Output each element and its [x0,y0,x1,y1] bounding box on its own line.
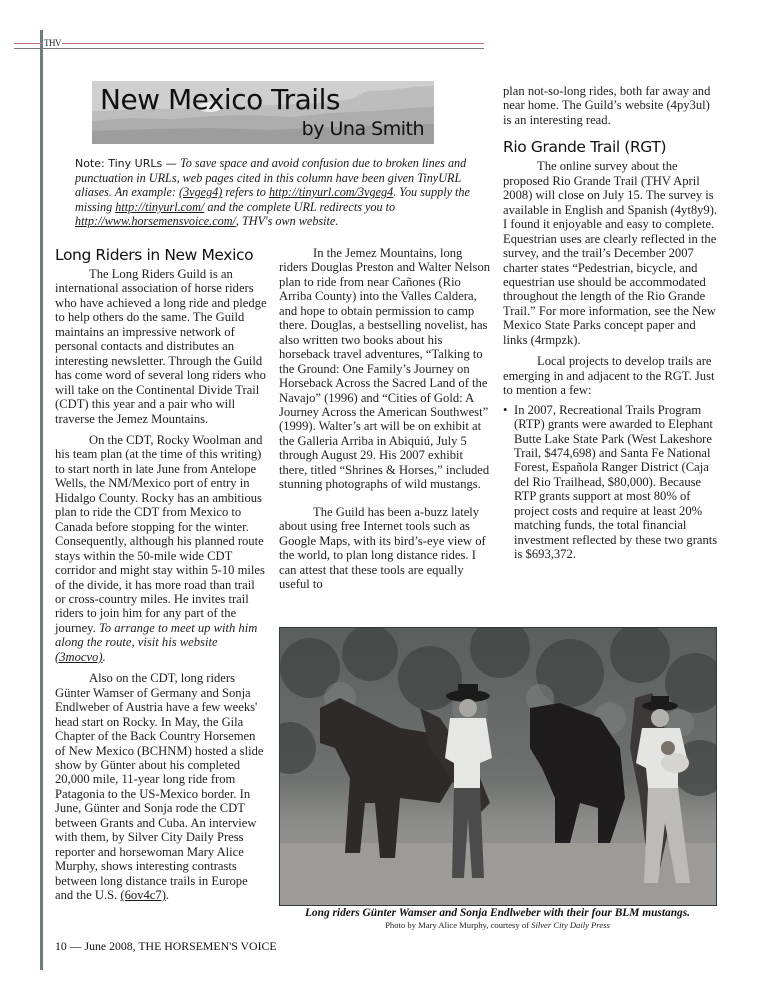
note-text: . You supply the missing [75,185,470,214]
photo-credit [279,920,716,930]
paragraph-italic-text: To arrange to meet up with him along the route, visit his website [55,620,258,650]
note-lead: Note: Tiny URLs — [75,157,177,170]
section-heading-rio-grande-trail: Rio Grande Trail (RGT) [503,138,667,157]
credit-publication: Silver City Daily Press [531,920,610,930]
paragraph-text: On the CDT, Rocky Woolman and his team plan (at the time of this writing) to start north in late June from Antelope Wells, the NM/Mexico port of entry in Hidalgo County. Rocky has an ambitious plan to ride the CDT from Mexico to Canada before stopping for the winter. Consequently, although his planned route stays within the 50-mile wide CDT corridor and might stay within 5-10 miles of the divide, it has more road than trail or cross-country miles. He invites trail riders to join him for any part of the journey. [55,432,265,635]
bullet-icon: • [503,402,508,417]
publication-tag: THV [44,38,61,48]
interview-link-6ov4c7[interactable]: (6ov4c7) [120,888,166,903]
paragraph-text: . [102,649,106,664]
column-title: New Mexico Trails [100,83,340,116]
page-margin-rule [40,30,43,970]
note-text: and the complete URL redirects you to [204,199,396,214]
list-item [503,403,718,562]
section-heading-long-riders: Long Riders in New Mexico [55,246,254,264]
example-url-link[interactable]: http://tinyurl.com/3vgeg4 [268,185,394,200]
article-column-2 [279,246,491,591]
paragraph: The Long Riders Guild is an international association of horse riders who have achieved a long ride and pledge to help others do the same. The Guild maintains an impressive network of personal contacts and distributes an interesting newsletter. Through the Guild has come word of several long riders who will take on the Continental Divide Trail (CDT) this year and a pair who will traverse the Jemez Mountains. [55,267,267,426]
paragraph: plan not-so-long rides, both far away and near home. The Guild’s website (4py3ul) is an interesting read. [503,84,711,127]
header-rule [14,43,484,49]
website-link-3mocvo[interactable]: (3mocvo) [55,649,103,664]
tiny-url-note [75,157,485,230]
example-alias-link[interactable]: (3vgeg4) [179,185,223,200]
paragraph: In the Jemez Mountains, long riders Douglas Preston and Walter Nelson plan to ride from near Cañones (Rio Arriba County) into the Valles Caldera, and hope to obtain permission to camp there. Douglas, a bestselling novelist, has also written two books about his horseback travel adventures, “Talking to the Ground: One Family’s Journey on Horseback Across the Sacred Land of the Navajo” (1996) and “Cities of Gold: A Journey Across the American Southwest” (1999). Walter’s art will be on exhibit at the Galleria Arriba in Abiquiú, July 5 through August 29. His 2007 exhibit there, titled “Shrines & Horses,” included stunning photographs of wild mustangs. [279,246,491,492]
site-url-link[interactable]: http://www.horsemensvoice.com/ [75,214,236,229]
note-text: , THV's own website. [235,214,339,229]
page-footer: 10 — June 2008, THE HORSEMEN'S VOICE [55,939,277,953]
paragraph-text: Also on the CDT, long riders Günter Wamser of Germany and Sonja Endlweber of Austria have a few weeks' head start on Rocky. In May, the Gila Chapter of the Back Country Horsemen of New Mexico (BCHNM) hosted a slide show by Günter about his completed 20,000 mile, 11-year long ride from Patagonia to the US-Mexico border. In June, Günter and Sonja rode the CDT between Grants and Cuba. An interview with them, by Silver City Daily Press reporter and horsewoman Mary Alice Murphy, shows interesting contrasts between long distance trails in Europe and the U.S. [55,671,264,903]
column-banner [92,81,434,144]
note-text: To save space and avoid confusion due to broken lines and punctuation in URLs, web pages cited in this column have been given TinyURL aliases. An example: [75,156,467,200]
article-photo [279,627,717,906]
paragraph: Local projects to develop trails are emerging in and adjacent to the RGT. Just to mention a few: [503,354,715,398]
article-column-1 [55,246,267,902]
paragraph: The Guild has been a-buzz lately about using free Internet tools such as Google Maps, with its bird’s-eye view of the world, to plan long distance rides. I can attest that these tools are equally useful to [279,504,486,591]
paragraph [55,671,267,902]
photo-caption: Long riders Günter Wamser and Sonja Endlweber with their four BLM mustangs. [304,907,691,919]
article-column-3 [503,84,718,562]
riders-with-horses-photo [280,628,716,905]
author-byline: by Una Smith [301,118,424,140]
paragraph [55,433,267,664]
list-item-text: In 2007, Recreational Trails Program (RTP) grants were awarded to Elephant Butte Lake State Park (West Lakeshore Trail, $474,698) and Santa Fe National Forest, Española Ranger District (Caja del Rio Trailhead, $80,000). Because RTP grants support at most 80% of project costs and require at least 20% matching funds, the total financial investment reflected by these two grants is $693,372. [514,402,718,562]
credit-text: Photo by Mary Alice Murphy, courtesy of [385,920,532,930]
note-text: refers to [222,185,269,200]
paragraph-text: . [165,888,170,903]
paragraph: The online survey about the proposed Rio Grande Trail (THV April 2008) will close on July 15. The survey is available in English and Spanish (4yt8y9). I found it enjoyable and easy to complete. Equestrian uses are clearly reflected in the survey, and the trail’s December 2007 charter states “Pedestrian, bicycle, and equestrian use should be accommodated throughout the length of the Rio Grande Trail.” For more information, see the New Mexico State Parks concept paper and links (4rmpzk). [503,159,718,347]
tinyurl-base-link[interactable]: http://tinyurl.com/ [115,199,205,214]
